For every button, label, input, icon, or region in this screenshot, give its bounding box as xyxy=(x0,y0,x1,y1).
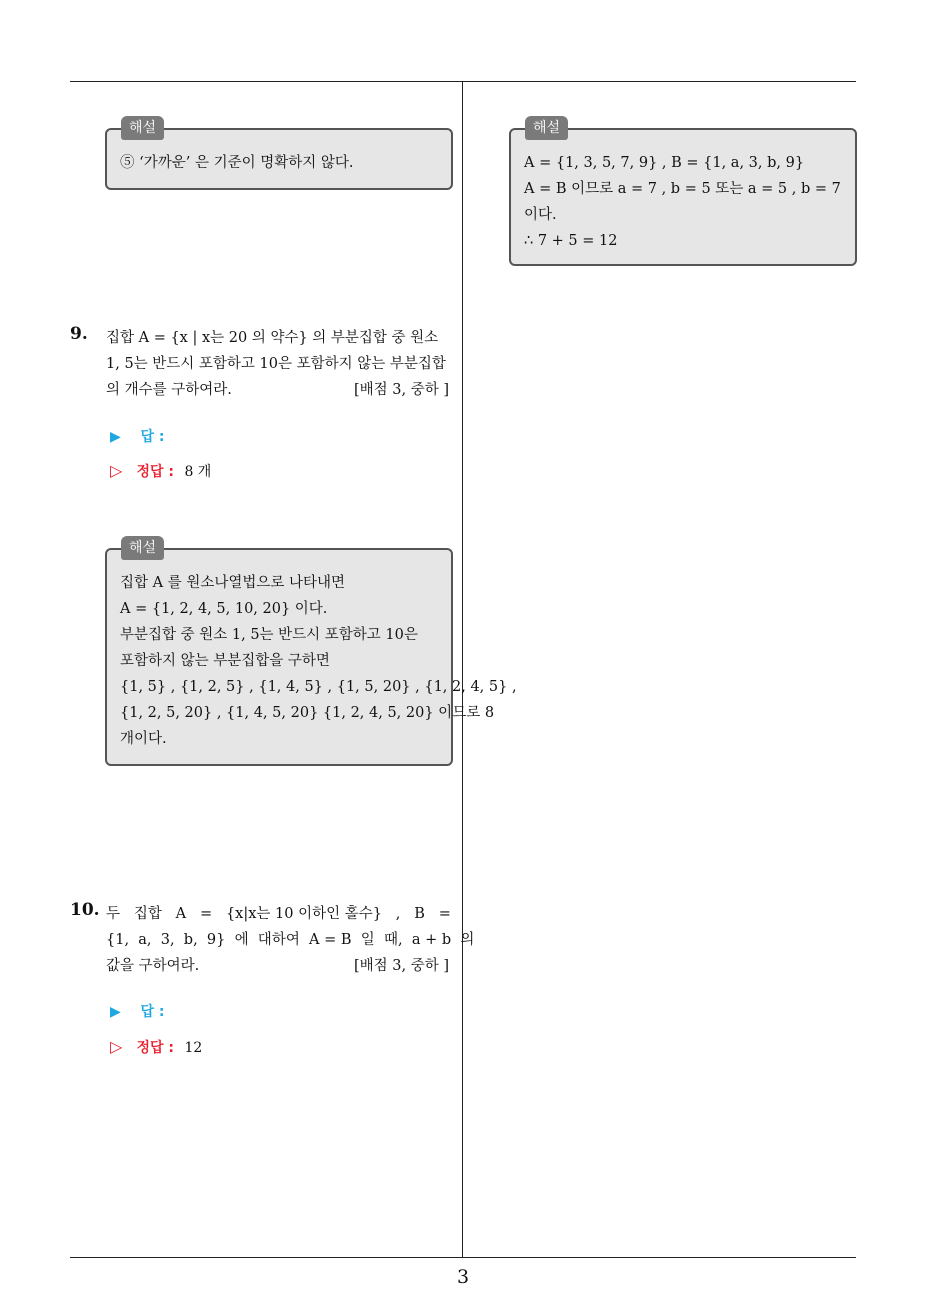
explanation-line: ∴ 7 + 5 = 12 xyxy=(524,233,618,249)
answer-row xyxy=(110,1001,164,1021)
question-number: 10. xyxy=(70,900,100,920)
explanation-line: 포함하지 않는 부분집합을 구하면 xyxy=(120,653,330,669)
explanation-line: ⑤ ‘가까운’ 은 기준이 명확하지 않다. xyxy=(120,155,354,171)
question-text-line: 값을 구하여라. xyxy=(106,958,200,974)
explanation-box xyxy=(105,120,453,190)
question-text-line: 의 개수를 구하여라. xyxy=(106,382,232,398)
explanation-line: A = B 이므로 a = 7 , b = 5 또는 a = 5 , b = 7 xyxy=(524,181,841,197)
explanation-line: A = {1, 3, 5, 7, 9} , B = {1, a, 3, b, 9} xyxy=(524,155,805,171)
explanation-line: 집합 A 를 원소나열법으로 나타내면 xyxy=(120,575,346,591)
question-number: 9. xyxy=(70,324,88,344)
play-arrow-icon: ▶ xyxy=(110,429,121,445)
question-text-line: 집합 A = {x | x는 20 의 약수} 의 부분집합 중 원소 xyxy=(106,330,439,346)
explanation-line: 이다. xyxy=(524,207,557,223)
explanation-box xyxy=(105,540,517,766)
play-arrow-icon: ▶ xyxy=(110,1004,121,1020)
score-label: [배점 3, 중하 ] xyxy=(354,958,450,974)
explanation-box xyxy=(509,120,857,266)
explanation-line: {1, 2, 5, 20} , {1, 4, 5, 20} {1, 2, 4, 5, 20} 이므로 8 xyxy=(120,705,495,721)
page-number: 3 xyxy=(456,1266,470,1288)
correct-answer-label: 정답 : xyxy=(136,464,174,480)
correct-answer-row xyxy=(110,1037,202,1057)
explanation-tab: 해설 xyxy=(121,116,164,140)
question-text-line: 1, 5는 반드시 포함하고 10은 포함하지 않는 부분집합 xyxy=(106,356,446,372)
outline-arrow-icon: ▷ xyxy=(110,461,123,480)
correct-answer-row xyxy=(110,461,211,481)
correct-answer-value: 8 개 xyxy=(184,464,212,480)
header-rule xyxy=(70,81,856,82)
answer-row xyxy=(110,426,164,446)
correct-answer-value: 12 xyxy=(184,1040,203,1056)
correct-answer-label: 정답 : xyxy=(136,1040,174,1056)
explanation-line: 부분집합 중 원소 1, 5는 반드시 포함하고 10은 xyxy=(120,627,418,643)
question-text-line: 두 집합 A = {x|x는 10 이하인 홀수} , B = xyxy=(106,906,451,922)
footer-rule xyxy=(70,1257,856,1258)
column-divider xyxy=(462,82,463,1258)
explanation-line: {1, 5} , {1, 2, 5} , {1, 4, 5} , {1, 5, 20} , {1, 2, 4, 5} , xyxy=(120,679,517,695)
answer-label: 답 : xyxy=(140,1004,165,1020)
outline-arrow-icon: ▷ xyxy=(110,1037,123,1056)
answer-label: 답 : xyxy=(140,429,165,445)
explanation-line: 개이다. xyxy=(120,731,167,747)
score-label: [배점 3, 중하 ] xyxy=(354,382,450,398)
question-text-line: {1, a, 3, b, 9} 에 대하여 A = B 일 때, a + b 의 xyxy=(106,932,475,948)
explanation-tab: 해설 xyxy=(525,116,568,140)
explanation-line: A = {1, 2, 4, 5, 10, 20} 이다. xyxy=(120,601,328,617)
explanation-tab: 해설 xyxy=(121,536,164,560)
